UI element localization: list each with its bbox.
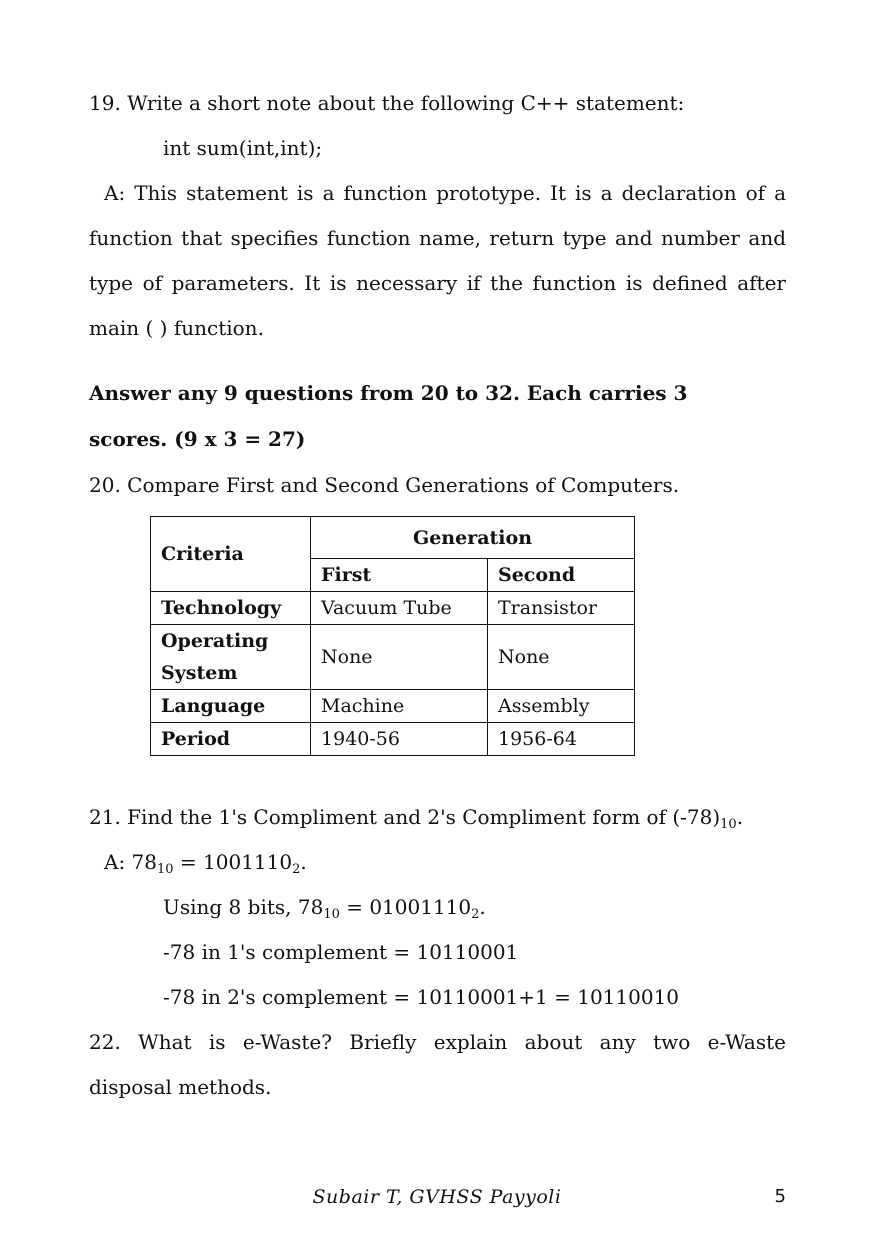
first-header: First (311, 559, 488, 592)
q21-b-mid: = 01001110 (339, 895, 472, 919)
q21-b-prefix: Using 8 bits, 78 (163, 895, 324, 919)
row-criteria-line-2: System (161, 662, 238, 684)
row-second: Assembly (488, 690, 635, 723)
q19-answer-line-2: function that specifies function name, return type and number and (89, 226, 786, 250)
q21-answer-a (104, 850, 786, 877)
q22-question-line-1: 22. What is e-Waste? Briefly explain about any two e-Waste (89, 1030, 786, 1054)
table-row (151, 625, 635, 690)
q19-answer-line-4: main ( ) function. (89, 316, 264, 340)
q19-answer-line-3: type of parameters. It is necessary if the function is defined after (89, 271, 786, 295)
q21-a-base-2: 2 (292, 862, 301, 877)
table-row (151, 723, 635, 756)
q21-question-text: 21. Find the 1's Compliment and 2's Compliment form of (-78) (89, 805, 721, 829)
row-first: Machine (311, 690, 488, 723)
q22-question-line-2: disposal methods. (89, 1075, 272, 1099)
q21-answer-b (163, 895, 786, 922)
q19-answer-line-1: A: This statement is a function prototype. It is a declaration of a (104, 181, 786, 205)
q21-b-base-2: 2 (471, 907, 480, 922)
q20-question: 20. Compare First and Second Generations of Computers. (89, 473, 680, 497)
row-criteria-line-1: Operating (161, 630, 269, 652)
table-header-row (151, 517, 635, 559)
q19-code: int sum(int,int); (163, 136, 323, 160)
generations-table (150, 516, 635, 756)
q21-a-end: . (300, 850, 307, 874)
q21-question-end: . (736, 805, 744, 829)
row-second: None (488, 625, 635, 690)
q21-ones-complement: -78 in 1's complement = 10110001 (163, 940, 519, 964)
q21-a-prefix: A: 78 (104, 850, 157, 874)
criteria-header: Criteria (151, 517, 311, 592)
row-criteria: Period (151, 723, 311, 756)
q21-b-end: . (479, 895, 486, 919)
table-row (151, 690, 635, 723)
row-second: Transistor (488, 592, 635, 625)
row-second: 1956-64 (488, 723, 635, 756)
q19-question: 19. Write a short note about the following C++ statement: (89, 91, 685, 115)
q21-question-base: 10 (720, 817, 737, 832)
section-instruction-line-2: scores. (9 x 3 = 27) (89, 427, 306, 451)
row-criteria: Language (151, 690, 311, 723)
q21-a-base-10: 10 (157, 862, 174, 877)
q21-question (89, 805, 786, 832)
row-criteria (151, 625, 311, 690)
generation-header: Generation (311, 517, 635, 559)
q21-a-mid: = 1001110 (173, 850, 293, 874)
section-instruction-line-1: Answer any 9 questions from 20 to 32. Each carries 3 (89, 381, 688, 405)
table-row (151, 592, 635, 625)
page-number: 5 (774, 1186, 786, 1207)
q21-b-base-10: 10 (323, 907, 340, 922)
row-first: Vacuum Tube (311, 592, 488, 625)
second-header: Second (488, 559, 635, 592)
footer-author: Subair T, GVHSS Payyoli (312, 1186, 562, 1208)
row-first: 1940-56 (311, 723, 488, 756)
row-criteria: Technology (151, 592, 311, 625)
q21-twos-complement: -78 in 2's complement = 10110001+1 = 10110010 (163, 985, 680, 1009)
row-first: None (311, 625, 488, 690)
